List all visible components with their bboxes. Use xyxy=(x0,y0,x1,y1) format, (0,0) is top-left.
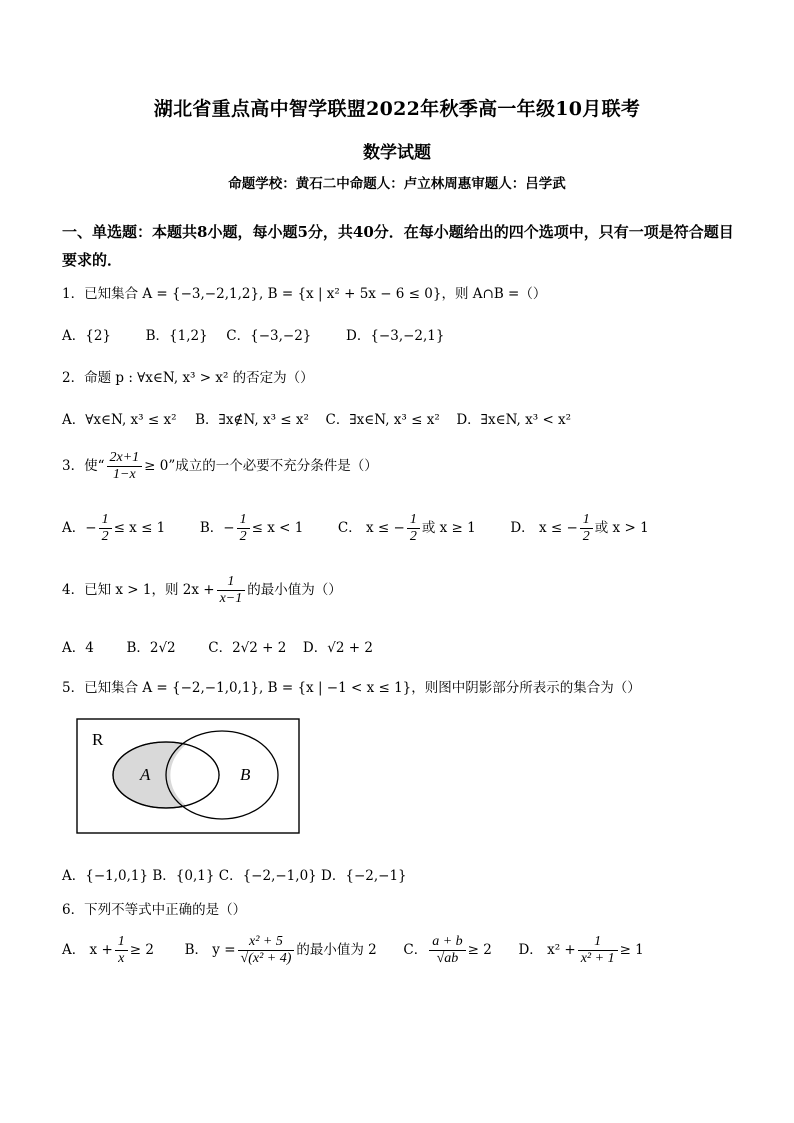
venn-label-a: A xyxy=(140,765,151,784)
q3-option-a: A．− $\frac{1}{2}$ ≤ x ≤ 1 xyxy=(62,512,166,544)
question-1-stem: 1．已知集合 A = {−3,−2,1,2}, B = {x | x² + 5x − 6 ≤ 0}，则 A∩B =（） xyxy=(62,286,547,302)
venn-universe-label: R xyxy=(92,730,104,749)
question-5-options xyxy=(62,864,407,884)
venn-diagram xyxy=(76,718,302,836)
q6-option-b: B． y = $\frac{\text{x² + 5}}{\text{√(x² + 4)}}$ 的最小值为 2 xyxy=(184,934,377,966)
question-2-stem: 2．命题 p : ∀x∈N, x³ > x² 的否定为（） xyxy=(62,370,314,386)
exam-subtitle: 数学试题 xyxy=(363,143,431,163)
q5-option-b: B．{0,1} xyxy=(152,868,215,884)
q4-option-a: A．4 xyxy=(62,640,94,656)
question-6-stem: 6．下列不等式中正确的是（） xyxy=(62,902,247,918)
q5-option-c: C．{−2,−1,0} xyxy=(218,868,317,884)
q1-option-b: B．{1,2} xyxy=(145,328,208,344)
q4-option-b: B．2√2 xyxy=(126,640,176,656)
q2-option-d: D．∃x∈N, x³ < x² xyxy=(456,412,572,428)
question-4-options xyxy=(62,636,373,656)
question-6-options xyxy=(62,934,644,967)
question-5-stem: 5．已知集合 A = {−2,−1,0,1}, B = {x | −1 < x ≤ 1}，则图中阴影部分所表示的集合为（） xyxy=(62,680,641,696)
exam-title: 湖北省重点高中智学联盟2022年秋季高一年级10月联考 xyxy=(153,98,641,120)
q3-option-c: C． x ≤ − $\frac{1}{2}$ 或 x ≥ 1 xyxy=(337,512,476,544)
q2-option-c: C．∃x∈N, x³ ≤ x² xyxy=(325,412,440,428)
venn-label-b: B xyxy=(240,765,251,784)
question-3-stem: 3．使“ $\frac{2x+1}{1-x}$ ≥ 0”成立的一个必要不充分条件是（） xyxy=(62,450,378,482)
q5-option-a: A．{−1,0,1} xyxy=(62,868,149,884)
q3-fraction: $\frac{2x+1}{1-x}$ xyxy=(107,450,143,483)
question-3-options xyxy=(62,512,649,545)
question-4-stem: 4．已知 x > 1，则 2x + $\frac{1}{x-1}$ 的最小值为（） xyxy=(62,574,342,606)
question-1-options xyxy=(62,324,444,344)
q3-option-d: D． x ≤ − $\frac{1}{2}$ 或 x > 1 xyxy=(510,512,649,544)
q1-option-c: C．{−3,−2} xyxy=(226,328,312,344)
section-heading: 一、单选题：本题共8小题，每小题5分，共40分．在每小题给出的四个选项中，只有一项是符合题目要求的． xyxy=(62,223,734,269)
q2-option-a: A．∀x∈N, x³ ≤ x² xyxy=(62,412,177,428)
q5-option-d: D．{−2,−1} xyxy=(321,868,407,884)
q4-fraction: $\frac{1}{x-1}$ xyxy=(217,574,246,607)
question-2-options xyxy=(62,408,571,428)
q6-option-a: A． x + $\frac{1}{x}$ ≥ 2 xyxy=(62,934,154,966)
exam-authors: 命题学校：黄石二中命题人：卢立林周惠审题人：吕学武 xyxy=(228,176,566,192)
q6-option-d: D． x² + $\frac{1}{\text{x² + 1}}$ ≥ 1 xyxy=(518,934,644,966)
q2-option-b: B．∃x∉N, x³ ≤ x² xyxy=(195,412,309,428)
q1-option-a: A．{2} xyxy=(62,328,112,344)
q3-option-b: B．− $\frac{1}{2}$ ≤ x < 1 xyxy=(199,512,304,544)
q4-option-c: C．2√2 + 2 xyxy=(208,640,287,656)
q1-option-d: D．{−3,−2,1} xyxy=(346,328,445,344)
q6-option-c: C． $\frac{a + b}{√ab}$ ≥ 2 xyxy=(403,934,492,966)
q4-option-d: D．√2 + 2 xyxy=(302,640,373,656)
